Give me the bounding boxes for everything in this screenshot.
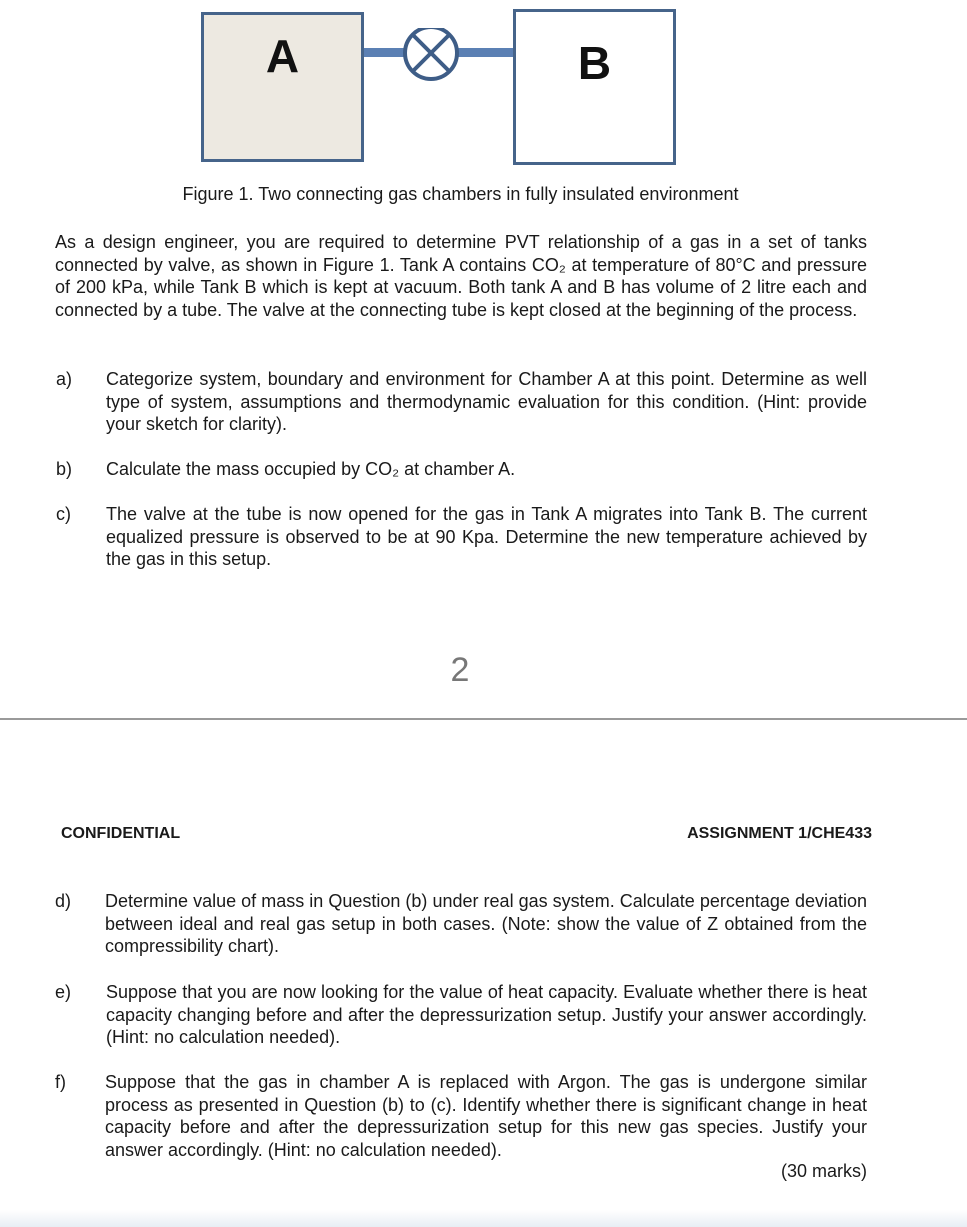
page-bottom-shade: [0, 1210, 967, 1227]
question-text: Calculate the mass occupied by CO₂ at chamber A.: [106, 459, 516, 479]
tank-b: [513, 9, 676, 165]
valve-connector: [364, 28, 514, 82]
question-text: Suppose that the gas in chamber A is replaced with Argon. The gas is undergone similar process as presented in Question (b) to (c). Identify whether there is significant change in heat capacity before and after the depressurization setup for this new gas species. Justify your answer accordingly. (Hint: no calculation needed).: [105, 1072, 867, 1160]
figure-caption: Figure 1. Two connecting gas chambers in fully insulated environment: [182, 184, 739, 204]
intro-paragraph: As a design engineer, you are required to determine PVT relationship of a gas in a set of tanks connected by valve, as shown in Figure 1. Tank A contains CO₂ at temperature of 80°C and pressure of 200 kPa, while Tank B which is kept at vacuum. Both tank A and B has volume of 2 litre each and connected by a tube. The valve at the connecting tube is kept closed at the beginning of the process.: [55, 232, 867, 320]
question-letter: d): [55, 891, 72, 911]
question-letter: e): [55, 982, 72, 1002]
question-text: The valve at the tube is now opened for the gas in Tank A migrates into Tank B. The current equalized pressure is observed to be at 90 Kpa. Determine the new temperature achieved by the gas in this setup.: [106, 504, 867, 569]
total-marks: (30 marks): [780, 1161, 867, 1181]
question-letter: f): [55, 1072, 66, 1092]
question-text: Categorize system, boundary and environment for Chamber A at this point. Determine as well type of system, assumptions and thermodynamic evaluation for this condition. (Hint: provide your sketch for clarity).: [106, 369, 867, 434]
tank-a: [201, 12, 364, 162]
tank-a-label: A: [265, 30, 300, 82]
question-letter: a): [56, 369, 73, 389]
question-letter: c): [56, 504, 71, 524]
page-number: 2: [450, 651, 470, 689]
tank-b-label: B: [577, 37, 612, 89]
header-assignment: ASSIGNMENT 1/CHE433: [687, 825, 872, 842]
question-text: Suppose that you are now looking for the value of heat capacity. Evaluate whether there is heat capacity changing before and after the depressurization setup. Justify your answer accordingly. (Hint: no calculation needed).: [106, 982, 867, 1047]
question-text: Determine value of mass in Question (b) under real gas system. Calculate percentage deviation between ideal and real gas setup in both cases. (Note: show the value of Z obtained from the compressibility chart).: [105, 891, 867, 956]
header-confidential: CONFIDENTIAL: [61, 825, 181, 842]
question-letter: b): [56, 459, 73, 479]
valve-icon: [405, 28, 457, 79]
page-divider: [0, 718, 967, 720]
